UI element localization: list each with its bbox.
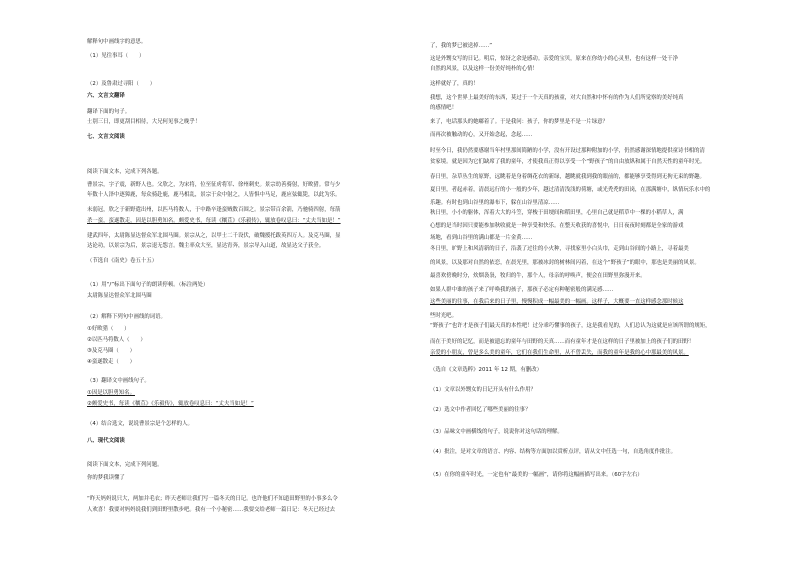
text-line: 你的梦我读懂了 bbox=[87, 475, 125, 481]
text-line: ②以匹马将数人（ ） bbox=[87, 337, 146, 343]
text-line: 冬日里，旷野上和风清新的日子，沿袭了过往的小火种，寻找家里小白头巾，走到山谷间的小路上，寻着最美 bbox=[430, 246, 689, 252]
text-line: （4）结合选文，说说曹景宗是个怎样的人。 bbox=[87, 421, 193, 427]
text-line: 心想的是当时因只要能参加秋收就是一种享受和快乐。在整天收获的喜悦中，日日夜夜时刻都是全家的游戏 bbox=[430, 223, 684, 229]
text-line: 太尉陈显达督众军北围马圈 bbox=[87, 293, 152, 299]
text-line: 了，我的梦已被送掉……” bbox=[430, 43, 493, 49]
text-line: 士别三日，即更刮目相待，大兄何见事之晚乎！ bbox=[87, 119, 201, 125]
text-line: 人欢喜！我要对妈妈说我们到田野里散步吧。我有一个小秘密……我要交给老师一篇日记：冬天已经过去 bbox=[87, 507, 335, 513]
text-line: 乐趣。有时也到山谷里的瀑布下，躲在山谷里清凉…… bbox=[430, 200, 560, 206]
text-line: ②颇爱史书，每读《穰苴》《乐毅传》，辄放卷叹息曰：“丈夫当如是！” bbox=[87, 401, 254, 407]
text-line: 翻译下面的句子。 bbox=[87, 109, 131, 115]
text-line: 这是外甥女写的日记。明后，惊讶之余是感动。亲爱的宝贝，原来在你幼小的心灵里，也有这样一处干净 bbox=[430, 56, 678, 62]
text-line: 秋日里，小小的躯体，浑着大大的斗笠，穿梭于田埂间和稻田里，心里自己就是稻草中一棵的小稻草人，满 bbox=[430, 210, 684, 216]
text-line: （2）选文中作者回忆了哪些美丽的往事？ bbox=[430, 407, 531, 413]
text-line: 这些美丽的往事，在我后来的日子里，慢慢积成一幅最美的一幅画。这样子，大概要一直这样感念那时候这 bbox=[430, 299, 684, 305]
text-line: “昨天妈妈说只大，两加并毛衣；昨天老师让我们写一篇冬天的日记。也许他们不知道田野里的小事多么令 bbox=[87, 496, 338, 502]
text-line: 的风景，以及那对自然的依恋，在晨光里，那被冰封的树林间闪着，在这个“野孩子”的眼中，那也是美丽的风景。 bbox=[430, 260, 700, 266]
left-column bbox=[87, 0, 405, 561]
section-heading: 八、现代文阅读 bbox=[87, 438, 125, 444]
text-line: 解释句中画线字的意思。 bbox=[87, 39, 147, 45]
text-line: ④蛮遂散走（ ） bbox=[87, 359, 135, 365]
text-line: ③及克马圈（ ） bbox=[87, 348, 135, 354]
text-line: 未弱冠，欣之于新野遣出州，以匹马将数人，于中路卒逢蛮贼数百围之。景宗带百余箭，乃驰骑四射，每箭 bbox=[87, 207, 341, 213]
text-line: 些时光吧。 bbox=[430, 313, 457, 319]
text-line: （2）解释下列句中画线的词语。 bbox=[87, 314, 166, 320]
text-line: （4）批注，是对文章的语言、内容、结构等方面加以赏析点评，请从文中任选一句，自选角度作批注。 bbox=[430, 449, 677, 455]
text-line: 的感情吧！ bbox=[430, 105, 457, 111]
text-line: 场地，看到山谷里的满山都是一片金黄…… bbox=[430, 235, 533, 241]
right-column bbox=[430, 0, 755, 561]
text-line: 而在于美好的记忆，而是被遗忘的童年与田野的天真……而有童年才是在这样的日子里被加上的孩子们的田野！ bbox=[430, 339, 695, 345]
text-line: 达论功，以景宗为后，景宗退无怨言。魏主率众大至，显达宵奔，景宗导入山道，故显达父子获全。 bbox=[87, 243, 325, 249]
text-line: 自然的风景，以及这样一份美好纯朴的心情！ bbox=[430, 66, 538, 72]
text-line: 时至今日，我仍然要感谢当年村里那间简陋的小学，没有开设过那种附加的小学，仍然感谢深情地提供童诗书相的清 bbox=[430, 148, 705, 154]
text-line: 来了，电话那头的她嘟着了。于是我问：孩子，你的梦里是不是一片绿意？ bbox=[430, 119, 608, 125]
text-line: 我想，这个世界上最美好的东西，莫过于一个天真的孩童，对大自然和中怀有的作为人们所觉察的美好纯真 bbox=[430, 95, 684, 101]
text-line: 曹景宗，字子震，新野人也。父欣之，为宋将，位至征虏将军、徐州刺史。景宗幼善骑射，好畋猎。常与少 bbox=[87, 182, 341, 188]
text-line: 最喜欢傍晚时分，炊烟袅袅，牧归的牛，那个人，母亲的呼唤声，便会在田野里弥漫开来。 bbox=[430, 273, 646, 279]
text-line: 杀一蛮，蛮遂散走，因是以胆勇知名。颇爱史书，每读《穰苴》《乐毅传》，辄放卷叹息曰：“丈夫当如是！” bbox=[87, 218, 341, 224]
text-line: 亲爱的小朋友，曾是多么美的童年，它们在我们生命里，从不曾丢失，而我的童年是我的心中那最美的风景。 bbox=[430, 350, 689, 356]
text-line: 建武四年，太尉陈显达督众军北围马圈。景宗从之，以甲士二千设伏，破魏援托跋英四万人。及克马圈，显 bbox=[87, 233, 341, 239]
text-line: （1）见往事耳（ ） bbox=[87, 53, 145, 59]
text-line: （节选自《南史》卷五十五） bbox=[87, 258, 158, 264]
text-line: 如果人群中谁的孩子来了呼唤我的孩子，那孩子必定有种秘密般的满足感…… bbox=[430, 287, 614, 293]
section-heading: 七、文言文阅读 bbox=[87, 134, 125, 140]
text-line: ①好畋猎（ ） bbox=[87, 326, 130, 332]
text-line: （3）翻译文中画线句子。 bbox=[87, 378, 150, 384]
text-line: （5）在你的童年时光，一定也有“最美的一幅画”，请你将这幅画描写出来。（60字左右） bbox=[430, 472, 643, 478]
text-line: 而再次被触动的心，又开始念起，念起…… bbox=[430, 132, 533, 138]
section-heading: 六、文言文翻译 bbox=[87, 93, 125, 99]
text-line: 贫家境。就是因为它们缺席了我的童年，才使我真正得以享受一个“野孩子”的自由放纵和属于自然天性的童年时光。 bbox=[430, 159, 706, 165]
text-line: （2）及鲁肃过寻阳（ ） bbox=[87, 81, 156, 87]
text-line: 夏日里，者起赤着，清晨远行的小一般的少年，越过清清浅浅的荷塘，或光秃秃的田岗，在那满塘中，纵情玩乐水中的 bbox=[430, 187, 711, 193]
text-line: 阅读下面文本，完成下列各题。 bbox=[87, 169, 163, 175]
text-line: “野孩子”也许才是孩子们最天真的本性吧！过分乖巧懂事的孩子，这是我看见的，人们总认为这就是应该所谓的规矩， bbox=[430, 323, 711, 329]
text-line: 春日里，杂草丛生的原野，远眺着是身着绸花衣的新绿，越眺就我到我的眼前的，都能够享受得到无拘无束的野趣。 bbox=[430, 174, 705, 180]
text-line: （1）文章以外甥女的日记开头有什么作用？ bbox=[430, 387, 536, 393]
text-line: （选自《文章选粹》2011 年 12 期，有删改） bbox=[430, 367, 542, 373]
text-line: 年数十人泽中逐獐鹿，每众骑赴鹿，鹿马相乱，景宗于众中射之，人皆惧中马足，鹿应弦辄毙，以此为乐。 bbox=[87, 192, 341, 198]
text-line: （1）用“/”标出下面句子的朗读停顿。（标注两处） bbox=[87, 282, 209, 288]
text-line: （3）品味文中画横线的句子，说说你对这句话的理解。 bbox=[430, 429, 563, 435]
text-line: ①因是以胆勇知名。 bbox=[87, 390, 135, 396]
text-line: 阅读下面文本，完成下列问题。 bbox=[87, 462, 163, 468]
text-line: 这样就好了，真的！ bbox=[430, 81, 479, 87]
